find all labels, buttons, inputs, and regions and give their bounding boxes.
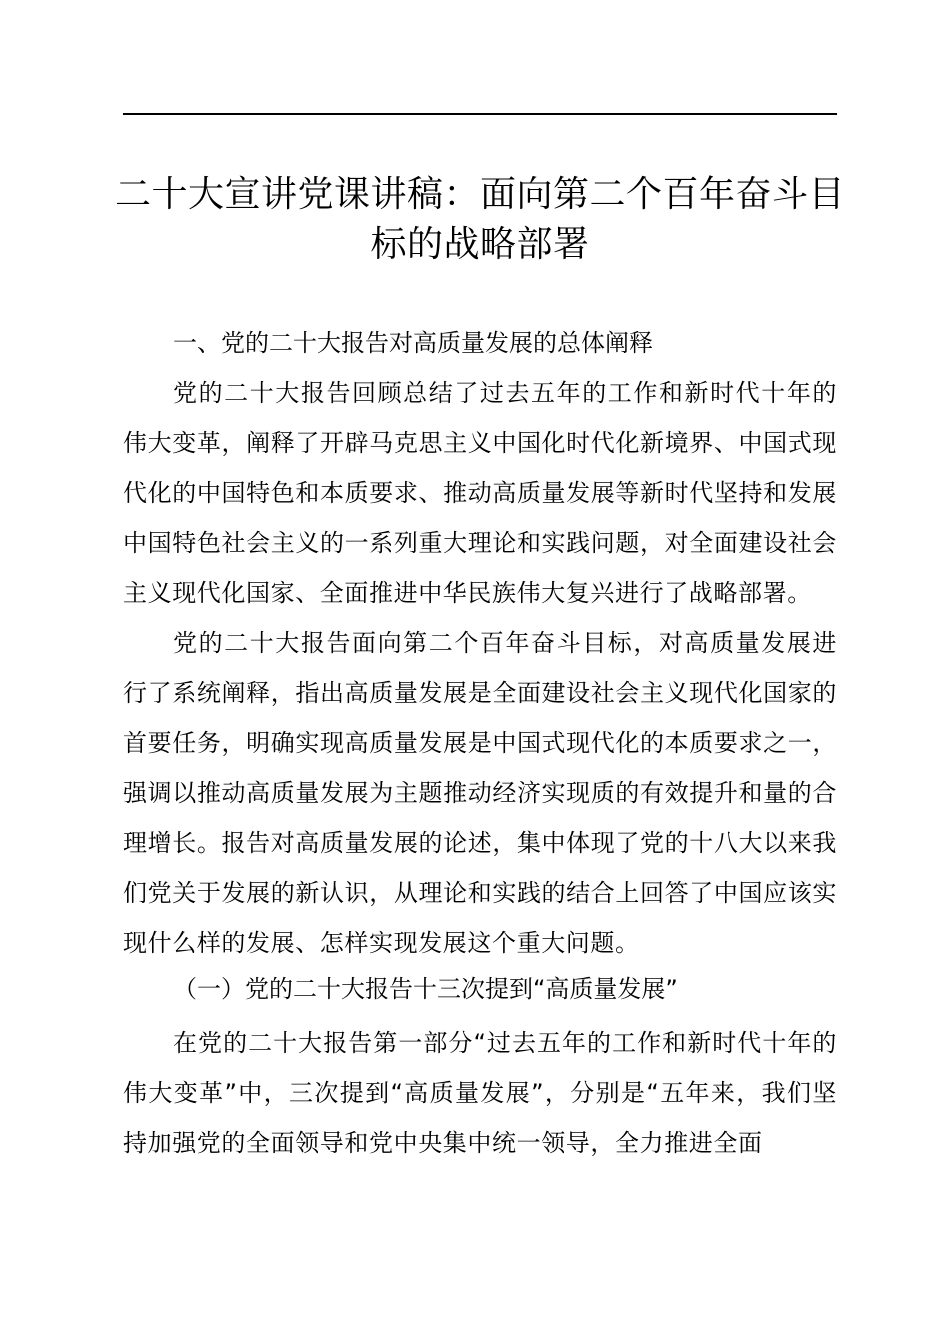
document-body <box>123 322 837 1168</box>
subsection-heading: （一）党的二十大报告十三次提到“高质量发展” <box>173 975 678 1003</box>
section-heading: 一、党的二十大报告对高质量发展的总体阐释 <box>173 329 653 357</box>
body-paragraph: 党的二十大报告回顾总结了过去五年的工作和新时代十年的伟大变革，阐释了开辟马克思主义中国化时代化新境界、中国式现代化的中国特色和本质要求、推动高质量发展等新时代坚持和发展中国特色社会主义的一系列重大理论和实践问题，对全面建设社会主义现代化国家、全面推进中华民族伟大复兴进行了战略部署。 <box>123 379 837 607</box>
body-paragraph: 在党的二十大报告第一部分“过去五年的工作和新时代十年的伟大变革”中，三次提到“高质量发展”，分别是“五年来，我们坚持加强党的全面领导和党中央集中统一领导，全力推进全面 <box>123 1029 837 1157</box>
header-rule <box>123 113 837 115</box>
document-title: 二十大宣讲党课讲稿：面向第二个百年奋斗目标的战略部署 <box>114 174 845 265</box>
body-paragraph: 党的二十大报告面向第二个百年奋斗目标，对高质量发展进行了系统阐释，指出高质量发展是全面建设社会主义现代化国家的首要任务，明确实现高质量发展是中国式现代化的本质要求之一，强调以推动高质量发展为主题推动经济实现质的有效提升和量的合理增长。报告对高质量发展的论述，集中体现了党的十八大以来我们党关于发展的新认识，从理论和实践的结合上回答了中国应该实现什么样的发展、怎样实现发展这个重大问题。 <box>123 629 837 957</box>
